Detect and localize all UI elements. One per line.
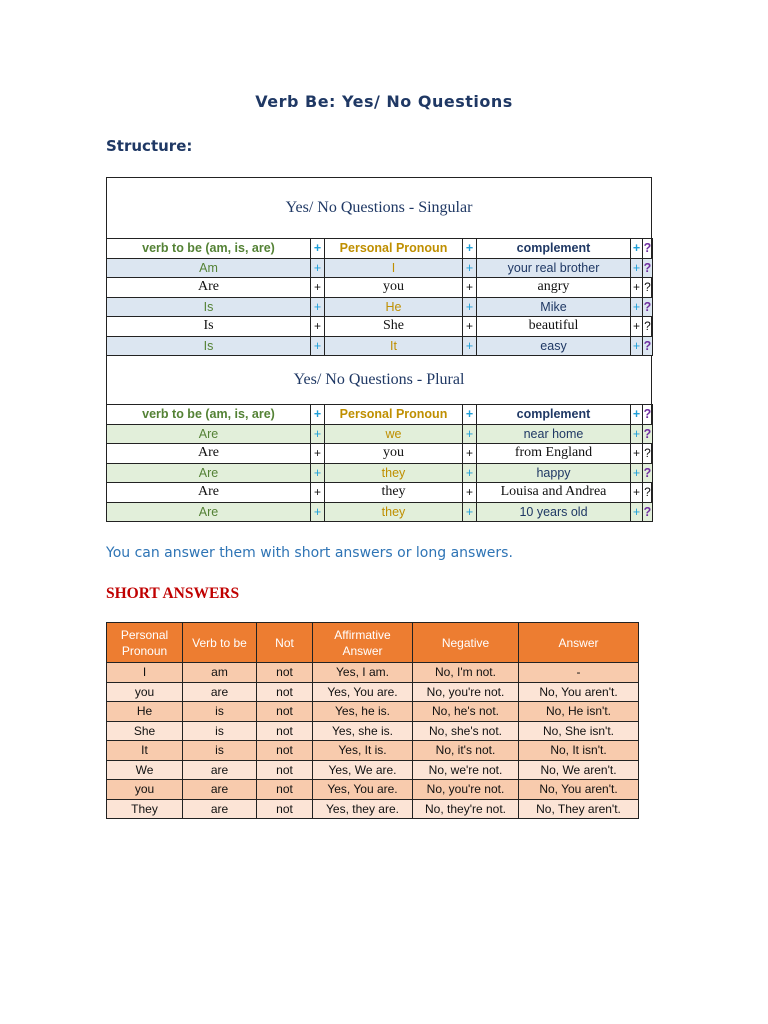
plus-sign: + [631, 278, 643, 298]
verb-cell: Am [107, 258, 311, 278]
verb-cell: Are [107, 463, 311, 483]
plus-sign: + [631, 502, 643, 522]
negative-cell: No, they're not. [413, 799, 519, 819]
plus-sign: + [311, 239, 325, 259]
header-complement: complement [477, 405, 631, 425]
answer-cell: No, We aren't. [519, 760, 639, 780]
verb-cell: are [183, 682, 257, 702]
question-mark: ? [643, 239, 653, 259]
affirmative-cell: Yes, she is. [313, 721, 413, 741]
answer-cell: No, She isn't. [519, 721, 639, 741]
table-row [107, 483, 653, 503]
complement-cell: from England [477, 444, 631, 464]
pronoun-cell: They [107, 799, 183, 819]
plus-sign: + [631, 444, 643, 464]
plural-table [106, 404, 653, 522]
not-cell: not [257, 721, 313, 741]
table-row [107, 463, 653, 483]
table-row [107, 444, 653, 464]
answer-cell: No, He isn't. [519, 702, 639, 722]
plus-sign: + [631, 424, 643, 444]
header-personal-pronoun: Personal Pronoun [107, 623, 183, 663]
negative-cell: No, I'm not. [413, 663, 519, 683]
question-mark: ? [643, 483, 653, 503]
verb-cell: is [183, 702, 257, 722]
negative-cell: No, we're not. [413, 760, 519, 780]
not-cell: not [257, 682, 313, 702]
verb-cell: Are [107, 502, 311, 522]
plus-sign: + [631, 483, 643, 503]
pronoun-cell: you [325, 444, 463, 464]
negative-cell: No, you're not. [413, 682, 519, 702]
verb-cell: am [183, 663, 257, 683]
question-mark: ? [643, 317, 653, 337]
page-title: Verb Be: Yes/ No Questions [255, 92, 513, 111]
question-mark: ? [643, 405, 653, 425]
pronoun-cell: She [107, 721, 183, 741]
plus-sign: + [311, 444, 325, 464]
affirmative-cell: Yes, It is. [313, 741, 413, 761]
affirmative-cell: Yes, You are. [313, 780, 413, 800]
plus-sign: + [311, 424, 325, 444]
affirmative-cell: Yes, they are. [313, 799, 413, 819]
complement-cell: your real brother [477, 258, 631, 278]
affirmative-cell: Yes, You are. [313, 682, 413, 702]
pronoun-cell: you [325, 278, 463, 298]
answer-cell: No, You aren't. [519, 780, 639, 800]
verb-cell: Is [107, 297, 311, 317]
answer-instruction: You can answer them with short answers or long answers. [106, 545, 513, 561]
negative-cell: No, it's not. [413, 741, 519, 761]
verb-cell: is [183, 741, 257, 761]
plus-sign: + [311, 258, 325, 278]
not-cell: not [257, 760, 313, 780]
yes-no-questions-box [106, 177, 652, 521]
answer-cell: - [519, 663, 639, 683]
not-cell: not [257, 780, 313, 800]
short-answers-title: SHORT ANSWERS [106, 585, 240, 602]
header-pronoun: Personal Pronoun [325, 405, 463, 425]
plus-sign: + [631, 463, 643, 483]
not-cell: not [257, 702, 313, 722]
plus-sign: + [631, 317, 643, 337]
plus-sign: + [463, 444, 477, 464]
negative-cell: No, he's not. [413, 702, 519, 722]
pronoun-cell: It [107, 741, 183, 761]
verb-cell: Is [107, 317, 311, 337]
plus-sign: + [631, 258, 643, 278]
plus-sign: + [463, 278, 477, 298]
table-row [107, 258, 653, 278]
singular-table [106, 238, 653, 356]
plus-sign: + [311, 278, 325, 298]
table-row [107, 780, 639, 800]
pronoun-cell: they [325, 483, 463, 503]
table-row [107, 278, 653, 298]
plus-sign: + [631, 405, 643, 425]
complement-cell: near home [477, 424, 631, 444]
header-not: Not [257, 623, 313, 663]
not-cell: not [257, 663, 313, 683]
complement-cell: Mike [477, 297, 631, 317]
pronoun-cell: We [107, 760, 183, 780]
affirmative-cell: Yes, he is. [313, 702, 413, 722]
table-row [107, 424, 653, 444]
plus-sign: + [311, 405, 325, 425]
pronoun-cell: they [325, 463, 463, 483]
plus-sign: + [463, 297, 477, 317]
table-row [107, 702, 639, 722]
header-answer: Answer [519, 623, 639, 663]
plus-sign: + [311, 336, 325, 356]
table-row [107, 317, 653, 337]
answer-cell: No, It isn't. [519, 741, 639, 761]
plus-sign: + [311, 502, 325, 522]
header-complement: complement [477, 239, 631, 259]
table-header-row [107, 405, 653, 425]
short-answers-header-row [107, 623, 639, 663]
pronoun-cell: He [107, 702, 183, 722]
question-mark: ? [643, 258, 653, 278]
header-verb-to-be: Verb to be [183, 623, 257, 663]
complement-cell: angry [477, 278, 631, 298]
answer-cell: No, You aren't. [519, 682, 639, 702]
verb-cell: are [183, 799, 257, 819]
header-affirmative-answer: Affirmative Answer [313, 623, 413, 663]
table-row [107, 663, 639, 683]
complement-cell: happy [477, 463, 631, 483]
verb-cell: Are [107, 278, 311, 298]
plus-sign: + [463, 258, 477, 278]
pronoun-cell: I [107, 663, 183, 683]
table-row [107, 682, 639, 702]
not-cell: not [257, 741, 313, 761]
question-mark: ? [643, 336, 653, 356]
question-mark: ? [643, 463, 653, 483]
table-row [107, 760, 639, 780]
verb-cell: Is [107, 336, 311, 356]
plus-sign: + [631, 239, 643, 259]
pronoun-cell: He [325, 297, 463, 317]
negative-cell: No, she's not. [413, 721, 519, 741]
complement-cell: 10 years old [477, 502, 631, 522]
plus-sign: + [463, 483, 477, 503]
short-answers-table [106, 622, 639, 819]
question-mark: ? [643, 502, 653, 522]
plus-sign: + [463, 317, 477, 337]
affirmative-cell: Yes, We are. [313, 760, 413, 780]
complement-cell: Louisa and Andrea [477, 483, 631, 503]
table-row [107, 336, 653, 356]
table-row [107, 799, 639, 819]
verb-cell: Are [107, 424, 311, 444]
verb-cell: are [183, 780, 257, 800]
question-mark: ? [643, 297, 653, 317]
pronoun-cell: you [107, 780, 183, 800]
question-mark: ? [643, 444, 653, 464]
question-mark: ? [643, 278, 653, 298]
plus-sign: + [311, 463, 325, 483]
pronoun-cell: She [325, 317, 463, 337]
complement-cell: easy [477, 336, 631, 356]
header-negative: Negative [413, 623, 519, 663]
pronoun-cell: It [325, 336, 463, 356]
answer-cell: No, They aren't. [519, 799, 639, 819]
verb-cell: Are [107, 444, 311, 464]
plus-sign: + [463, 239, 477, 259]
header-verb: verb to be (am, is, are) [107, 239, 311, 259]
header-pronoun: Personal Pronoun [325, 239, 463, 259]
header-verb: verb to be (am, is, are) [107, 405, 311, 425]
plus-sign: + [311, 483, 325, 503]
table-row [107, 502, 653, 522]
plus-sign: + [311, 297, 325, 317]
plus-sign: + [463, 463, 477, 483]
plus-sign: + [631, 336, 643, 356]
singular-title: Yes/ No Questions - Singular [285, 199, 473, 216]
table-row [107, 297, 653, 317]
pronoun-cell: you [107, 682, 183, 702]
complement-cell: beautiful [477, 317, 631, 337]
question-mark: ? [643, 424, 653, 444]
plus-sign: + [311, 317, 325, 337]
plus-sign: + [463, 336, 477, 356]
negative-cell: No, you're not. [413, 780, 519, 800]
pronoun-cell: I [325, 258, 463, 278]
plus-sign: + [463, 405, 477, 425]
verb-cell: is [183, 721, 257, 741]
plural-title: Yes/ No Questions - Plural [293, 371, 465, 388]
table-row [107, 741, 639, 761]
structure-label: Structure: [106, 137, 193, 155]
verb-cell: are [183, 760, 257, 780]
table-header-row [107, 239, 653, 259]
not-cell: not [257, 799, 313, 819]
pronoun-cell: they [325, 502, 463, 522]
pronoun-cell: we [325, 424, 463, 444]
plus-sign: + [463, 424, 477, 444]
verb-cell: Are [107, 483, 311, 503]
table-row [107, 721, 639, 741]
plus-sign: + [631, 297, 643, 317]
affirmative-cell: Yes, I am. [313, 663, 413, 683]
plus-sign: + [463, 502, 477, 522]
